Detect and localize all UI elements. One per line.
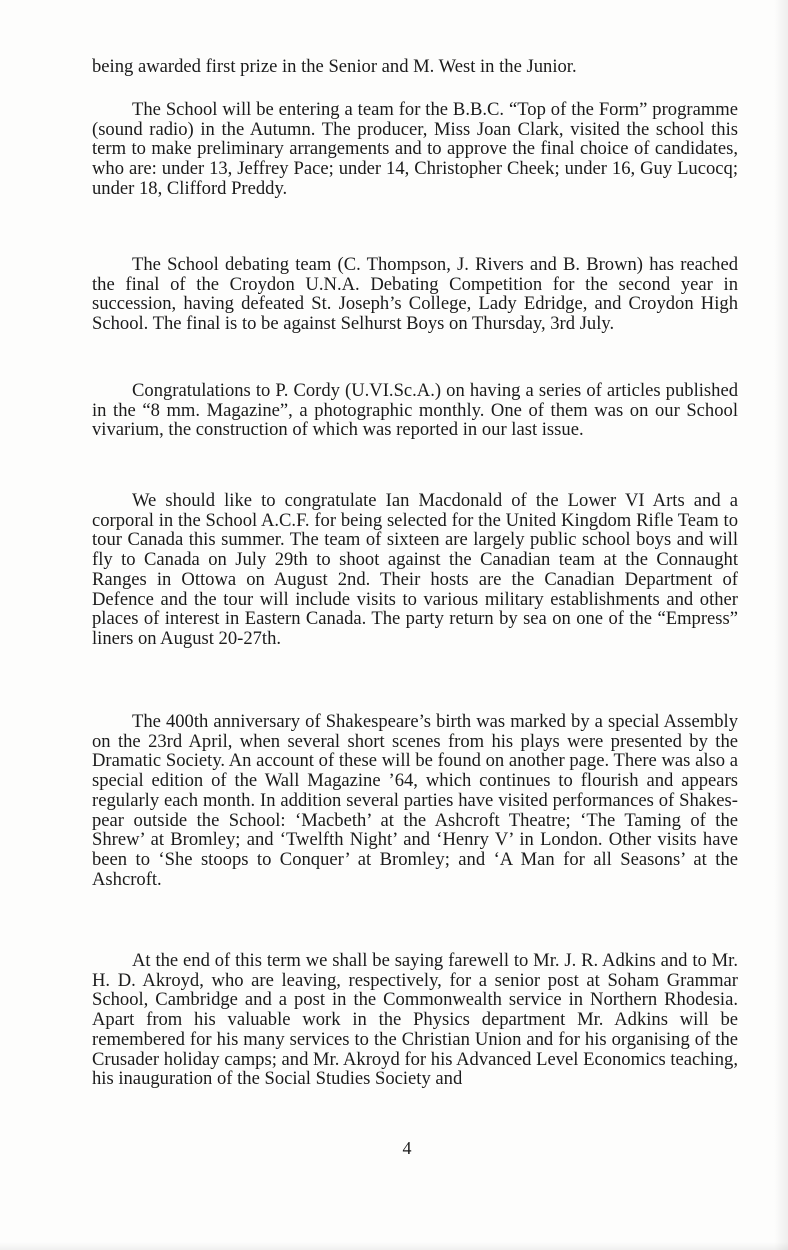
- page-edge-shadow: [774, 0, 788, 1250]
- paragraph-text: The School will be entering a team for the B.B.C. “Top of the Form” programme (sound radio) in the Autumn. The producer, Miss Joan Clark, visited the school this term to make preliminary arrangements and to approve the final choice of candidates, who are: under 13, Jeffrey Pace; under 14, Christopher Cheek; under 16, Guy Lucocq; under 18, Clifford Preddy.: [92, 99, 738, 199]
- paragraph-rifle-team: [92, 491, 738, 649]
- paragraph-text: The School debating team (C. Thompson, J. Rivers and B. Brown) has reached the final of the Croydon U.N.A. Debating Competition for the second year in succession, having defeated St. Joseph’s College, Lady Edridge, and Croydon High School. The final is to be against Selhurst Boys on Thursday, 3rd July.: [92, 254, 738, 335]
- paragraph-text: being awarded first prize in the Senior and M. West in the Junior.: [92, 56, 577, 77]
- page-bottom-shadow: [0, 1242, 788, 1250]
- paragraph-text: We should like to congratulate Ian Macdonald of the Lower VI Arts and a corporal in the School A.C.F. for being selected for the United Kingdom Rifle Team to tour Canada this summer. The team of sixteen are largely public school boys and will fly to Canada on July 29th to shoot against the Canadian team at the Connaught Ranges in Ottowa on August 2nd. Their hosts are the Canadian Department of Defence and the tour will include visits to various military establishments and other places of interest in Eastern Canada. The party return by sea on one of the “Empress” liners on August 20-27th.: [92, 490, 738, 649]
- paragraph-prize-continuation: [92, 57, 738, 77]
- paragraph-shakespeare: [92, 712, 738, 889]
- paragraph-text: Congratulations to P. Cordy (U.VI.Sc.A.) on having a series of articles published in the “8 mm. Magazine”, a photographic monthly. One of them was on our School vivarium, the construction of which was reported in our last issue.: [92, 380, 738, 441]
- paragraph-text: At the end of this term we shall be saying farewell to Mr. J. R. Adkins and to Mr. H. D. Akroyd, who are leaving, respectively, for a senior post at Soham Grammar School, Cambridge and a post in the Commonwealth service in Northern Rhodesia. Apart from his valuable work in the Physics department Mr. Adkins will be remembered for his many services to the Christian Union and for his organising of the Crusader holiday camps; and Mr. Akroyd for his Advanced Level Economics teaching, his inauguration of the Social Studies Society and: [92, 950, 738, 1090]
- paragraph-top-of-the-form: [92, 100, 738, 199]
- paragraph-farewell: [92, 951, 738, 1089]
- paragraph-cordy-articles: [92, 381, 738, 440]
- paragraph-text: The 400th anniversary of Shakespeare’s birth was marked by a special Assembly on the 23rd April, when several short scenes from his plays were presented by the Dramatic Society. An account of these will be found on another page. There was also a special edition of the Wall Magazine ’64, which continues to flourish and appears regularly each month. In addition several parties have visited performances of Shakes-pear outside the School: ‘Macbeth’ at the Ashcroft Theatre; ‘The Taming of the Shrew’ at Bromley; and ‘Twelfth Night’ and ‘Henry V’ in London. Other visits have been to ‘She stoops to Conquer’ at Bromley; and ‘A Man for all Seasons’ at the Ashcroft.: [92, 711, 738, 890]
- page-number: 4: [402, 1138, 412, 1158]
- paragraph-debating-team: [92, 255, 738, 334]
